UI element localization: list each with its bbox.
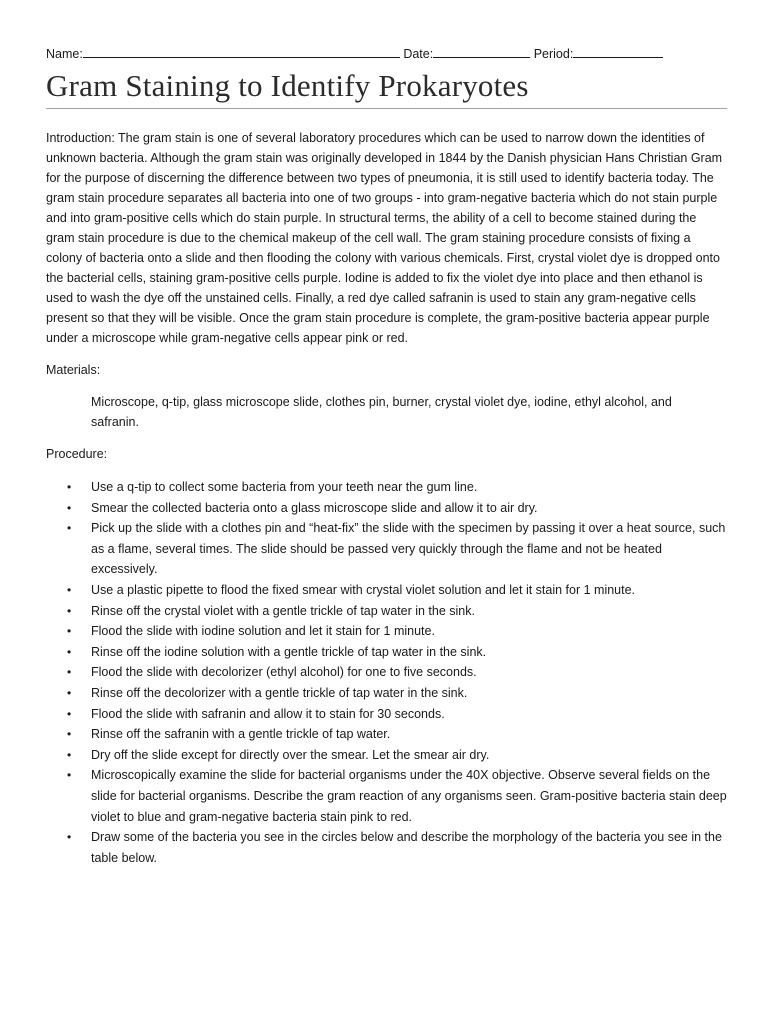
procedure-step-text: Use a q-tip to collect some bacteria from your teeth near the gum line. xyxy=(91,480,478,494)
bullet-icon: • xyxy=(67,685,72,700)
bullet-icon: • xyxy=(67,624,72,639)
period-blank-line[interactable] xyxy=(573,44,663,58)
bullet-icon: • xyxy=(67,480,72,494)
bullet-icon: • xyxy=(67,644,72,659)
bullet-icon: • xyxy=(67,603,72,618)
name-label: Name: xyxy=(46,47,83,61)
bullet-icon: • xyxy=(67,665,72,680)
procedure-step xyxy=(46,724,727,745)
procedure-step-text: Smear the collected bacteria onto a glass microscope slide and allow it to air dry. xyxy=(91,500,538,515)
procedure-step xyxy=(46,477,727,498)
procedure-step xyxy=(46,662,727,683)
procedure-step xyxy=(46,601,727,622)
procedure-step-text: Rinse off the iodine solution with a gentle trickle of tap water in the sink. xyxy=(91,644,487,659)
bullet-icon: • xyxy=(67,582,72,597)
worksheet-page xyxy=(46,44,728,868)
procedure-steps xyxy=(46,477,728,868)
procedure-step xyxy=(46,683,727,704)
procedure-step-text: Flood the slide with safranin and allow it to stain for 30 seconds. xyxy=(91,706,445,721)
date-blank-line[interactable] xyxy=(433,44,530,58)
bullet-icon: • xyxy=(67,747,72,762)
period-label: Period: xyxy=(533,47,574,61)
name-blank-line[interactable] xyxy=(83,44,400,58)
bullet-icon: • xyxy=(67,706,72,721)
procedure-step-text: Rinse off the decolorizer with a gentle trickle of tap water in the sink. xyxy=(91,685,468,700)
procedure-step-text: Draw some of the bacteria you see in the circles below and describe the morphology of the bacteria you see in the table below. xyxy=(91,830,722,865)
materials-list: Microscope, q-tip, glass microscope slide, clothes pin, burner, crystal violet dye, iodine, ethyl alcohol, and safranin. xyxy=(91,395,672,429)
procedure-step-text: Use a plastic pipette to flood the fixed smear with crystal violet solution and let it stain for 1 minute. xyxy=(91,582,636,597)
procedure-heading: Procedure: xyxy=(46,447,108,461)
procedure-step-text: Flood the slide with iodine solution and let it stain for 1 minute. xyxy=(91,624,435,639)
title-divider xyxy=(46,108,727,109)
procedure-step-text: Dry off the slide except for directly over the smear. Let the smear air dry. xyxy=(91,747,490,762)
procedure-step-text: Microscopically examine the slide for bacterial organisms under the 40X objective. Observe several fields on the slide for bacterial organisms. Describe the gram reaction of any organisms seen. Gram-positive bacteria stain deep violet to blue and gram-negative bacteria stain pink to red. xyxy=(91,768,727,824)
procedure-step xyxy=(46,765,727,827)
bullet-icon: • xyxy=(67,830,72,845)
page-title: Gram Staining to Identify Prokaryotes xyxy=(46,68,529,103)
bullet-icon: • xyxy=(67,768,72,783)
procedure-step xyxy=(46,498,727,519)
bullet-icon: • xyxy=(67,727,72,742)
procedure-step-text: Pick up the slide with a clothes pin and “heat-fix” the slide with the specimen by passing it over a heat source, such as a flame, several times. The slide should be passed very quickly through the flame and not be heated excessively. xyxy=(91,521,726,577)
procedure-step xyxy=(46,621,727,642)
procedure-step xyxy=(46,642,727,663)
procedure-step xyxy=(46,518,727,580)
bullet-icon: • xyxy=(67,521,72,536)
date-label: Date: xyxy=(403,47,434,61)
procedure-step xyxy=(46,704,727,725)
procedure-step xyxy=(46,745,727,766)
procedure-step-text: Rinse off the safranin with a gentle trickle of tap water. xyxy=(91,727,391,742)
procedure-step xyxy=(46,580,727,601)
procedure-step-text: Flood the slide with decolorizer (ethyl alcohol) for one to five seconds. xyxy=(91,665,477,680)
introduction-paragraph: Introduction: The gram stain is one of several laboratory procedures which can be used to narrow down the identities of unknown bacteria. Although the gram stain was originally developed in 1844 by the Danish physician Hans Christian Gram for the purpose of discerning the difference between two types of pneumonia, it is still used to identify bacteria today. The gram stain procedure separates all bacteria into one of two groups - into gram-negative bacteria which do not stain purple and into gram-positive cells which do stain purple. In structural terms, the ability of a cell to become stained during the gram stain procedure is due to the chemical makeup of the cell wall. The gram staining procedure consists of fixing a colony of bacteria onto a slide and then flooding the colony with various chemicals. First, crystal violet dye is dropped onto the bacterial cells, staining gram-positive cells purple. Iodine is added to fix the violet dye into place and then ethanol is used to wash the dye off the unstained cells. Finally, a red dye called safranin is used to stain any gram-negative cells present so that they will be visible. Once the gram stain procedure is complete, the gram-positive bacteria appear purple under a microscope while gram-negative cells appear pink or red. xyxy=(46,131,723,345)
materials-heading: Materials: xyxy=(46,363,101,377)
procedure-step xyxy=(46,827,727,868)
student-info-header xyxy=(46,44,728,64)
bullet-icon: • xyxy=(67,500,72,515)
procedure-step-text: Rinse off the crystal violet with a gentle trickle of tap water in the sink. xyxy=(91,603,475,618)
